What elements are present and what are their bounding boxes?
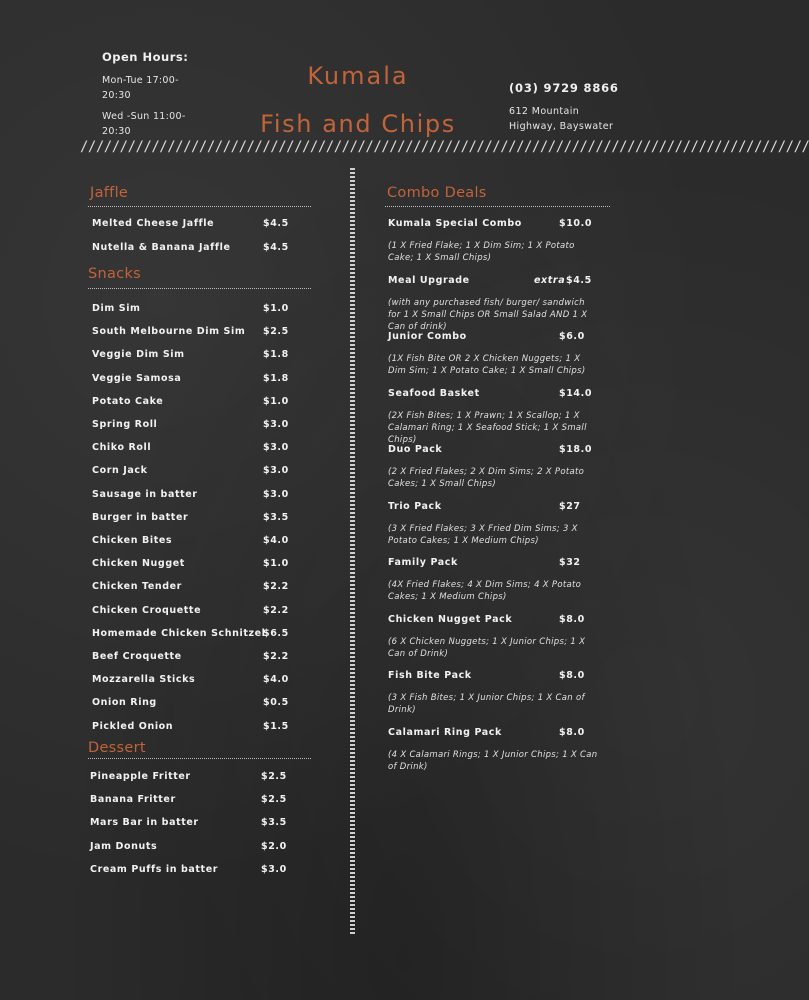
menu-item-name: Nutella & Banana Jaffle [92,241,231,253]
menu-item-price: $2.5 [261,771,287,782]
menu-item-name: Melted Cheese Jaffle [92,218,215,229]
menu-item-price: $14.0 [559,387,593,399]
hours-mon-tue: Mon-Tue 17:00-20:30 [102,75,179,101]
menu-item-price: $1.8 [263,372,289,384]
section-title-jaffle: Jaffle [90,185,129,201]
section-rule-jaffle [88,206,311,207]
menu-item-name: Potato Cake [92,395,164,407]
section-title-dessert: Dessert [88,740,146,756]
menu-item-name: Onion Ring [92,697,157,709]
section-rule-snacks [88,288,311,289]
combo-description: (4X Fried Flakes; 4 X Dim Sims; 4 X Potato Cakes; 1 X Medium Chips) [388,580,582,602]
menu-item-name: Spring Roll [92,419,158,430]
menu-item-name: Cream Puffs in batter [90,863,219,875]
menu-item-name: Pineapple Fritter [90,771,191,782]
menu-item-price: $2.0 [261,840,287,852]
menu-item-name: Veggie Dim Sim [92,349,185,361]
hours-wed-sun: Wed -Sun 11:00-20:30 [102,111,186,137]
menu-item-price: $2.2 [263,581,289,593]
menu-item-name: Chicken Tender [92,581,182,593]
address: 612 Mountain Highway, Bayswater [509,106,614,132]
menu-item-name: Chicken Nugget Pack [388,613,513,625]
section-title-snacks: Snacks [88,266,142,282]
menu-item-name: South Melbourne Dim Sim [92,326,246,338]
menu-item-name: Sausage in batter [92,488,198,500]
menu-item-name: Family Pack [388,557,458,568]
menu-item-name: Corn Jack [92,465,148,477]
menu-item-price: $8.0 [559,726,585,738]
phone-number: (03) 9729 8866 [509,81,619,95]
combo-description: (2 X Fried Flakes; 2 X Dim Sims; 2 X Potato Cakes; 1 X Small Chips) [388,467,585,489]
menu-item-price: $10.0 [559,218,593,229]
menu-item-price: $3.0 [261,863,287,875]
combo-description: (1 X Fried Flake; 1 X Dim Sim; 1 X Potato Cake; 1 X Small Chips) [388,241,575,263]
menu-item-name: Seafood Basket [388,387,480,399]
menu-item-price: $8.0 [559,670,585,681]
combo-description: (3 X Fried Flakes; 3 X Fried Dim Sims; 3 X Potato Cakes; 1 X Medium Chips) [388,523,578,546]
header-separator: //////////////////////////////////////////////////////////////////////////////////////////// [80,139,809,155]
section-title-combo: Combo Deals [387,185,487,201]
menu-item-name: Burger in batter [92,511,189,523]
combo-description: (4 X Calamari Rings; 1 X Junior Chips; 1 X Can of Drink) [388,749,598,772]
menu-item-name: Banana Fritter [90,794,176,806]
menu-item-name: Chicken Nugget [92,558,185,570]
combo-description: (with any purchased fish/ burger/ sandwich for 1 X Small Chips OR Small Salad AND 1 X Can of drink) [388,297,588,332]
menu-item-name: Trio Pack [388,500,442,512]
menu-item-price: $1.8 [263,349,289,361]
menu-item-name: Beef Croquette [92,651,182,662]
section-rule-dessert [88,758,311,759]
menu-item-price: $3.0 [263,442,289,454]
combo-description: (2X Fish Bites; 1 X Prawn; 1 X Scallop; 1 X Calamari Ring; 1 X Seafood Stick; 1 X Small Chips) [388,410,587,445]
menu-item-price: $1.5 [263,720,289,732]
menu-item-price: $6.5 [263,627,289,639]
combo-description: (3 X Fish Bites; 1 X Junior Chips; 1 X Can of Drink) [388,693,585,715]
menu-item-price: $3.0 [263,465,289,477]
menu-item-price: $2.5 [263,326,289,338]
menu-item-name: Fish Bite Pack [388,670,472,681]
menu-item-price: $1.0 [263,395,289,407]
menu-item-price: $4.0 [263,674,289,686]
column-divider [350,168,355,934]
menu-item-price: $2.2 [263,651,289,662]
menu-item-price: $4.5 [566,274,592,286]
menu-item-name: Veggie Samosa [92,372,182,384]
menu-item-name: Dim Sim [92,303,141,314]
menu-item-name: Kumala Special Combo [388,218,522,229]
menu-item-name: Chicken Croquette [92,604,202,616]
menu-item-name: Calamari Ring Pack [388,726,502,738]
menu-item-price: $3.5 [261,817,287,829]
combo-description: (6 X Chicken Nuggets; 1 X Junior Chips; 1 X Can of Drink) [388,636,586,659]
open-hours-title: Open Hours: [102,50,189,64]
section-rule-combo [385,206,610,207]
menu-item-prefix: extra [534,274,566,286]
menu-item-price: $0.5 [263,697,289,709]
menu-item-name: Mozzarella Sticks [92,674,196,686]
combo-description: (1X Fish Bite OR 2 X Chicken Nuggets; 1 X Dim Sim; 1 X Potato Cake; 1 X Small Chips) [388,354,586,376]
menu-item-price: $3.5 [263,511,289,523]
menu-item-price: $2.2 [263,604,289,616]
menu-item-price: $2.5 [261,794,287,806]
brand-name: Kumala [307,62,409,90]
menu-item-name: Jam Donuts [90,840,158,852]
menu-item-price: $27 [559,500,581,512]
menu-item-price: $4.5 [263,241,289,253]
menu-item-price: $18.0 [559,444,593,455]
menu-item-price: $1.0 [263,303,289,314]
brand-subtitle: Fish and Chips [260,110,456,138]
menu-item-price: $4.0 [263,535,289,546]
menu-item-name: Meal Upgrade [388,274,470,286]
menu-item-name: Chicken Bites [92,535,173,546]
menu-item-price: $3.0 [263,488,289,500]
menu-item-name: Chiko Roll [92,442,152,454]
menu-item-price: $6.0 [559,331,585,342]
menu-item-name: Mars Bar in batter [90,817,199,829]
menu-item-name: Homemade Chicken Schnitzel [92,627,266,639]
menu-item-price: $8.0 [559,613,585,625]
menu-item-price: $3.0 [263,419,289,430]
menu-item-price: $32 [559,557,581,568]
menu-item-name: Duo Pack [388,444,443,455]
menu-item-name: Pickled Onion [92,720,174,732]
menu-item-price: $4.5 [263,218,289,229]
menu-item-price: $1.0 [263,558,289,570]
menu-item-name: Junior Combo [388,331,467,342]
